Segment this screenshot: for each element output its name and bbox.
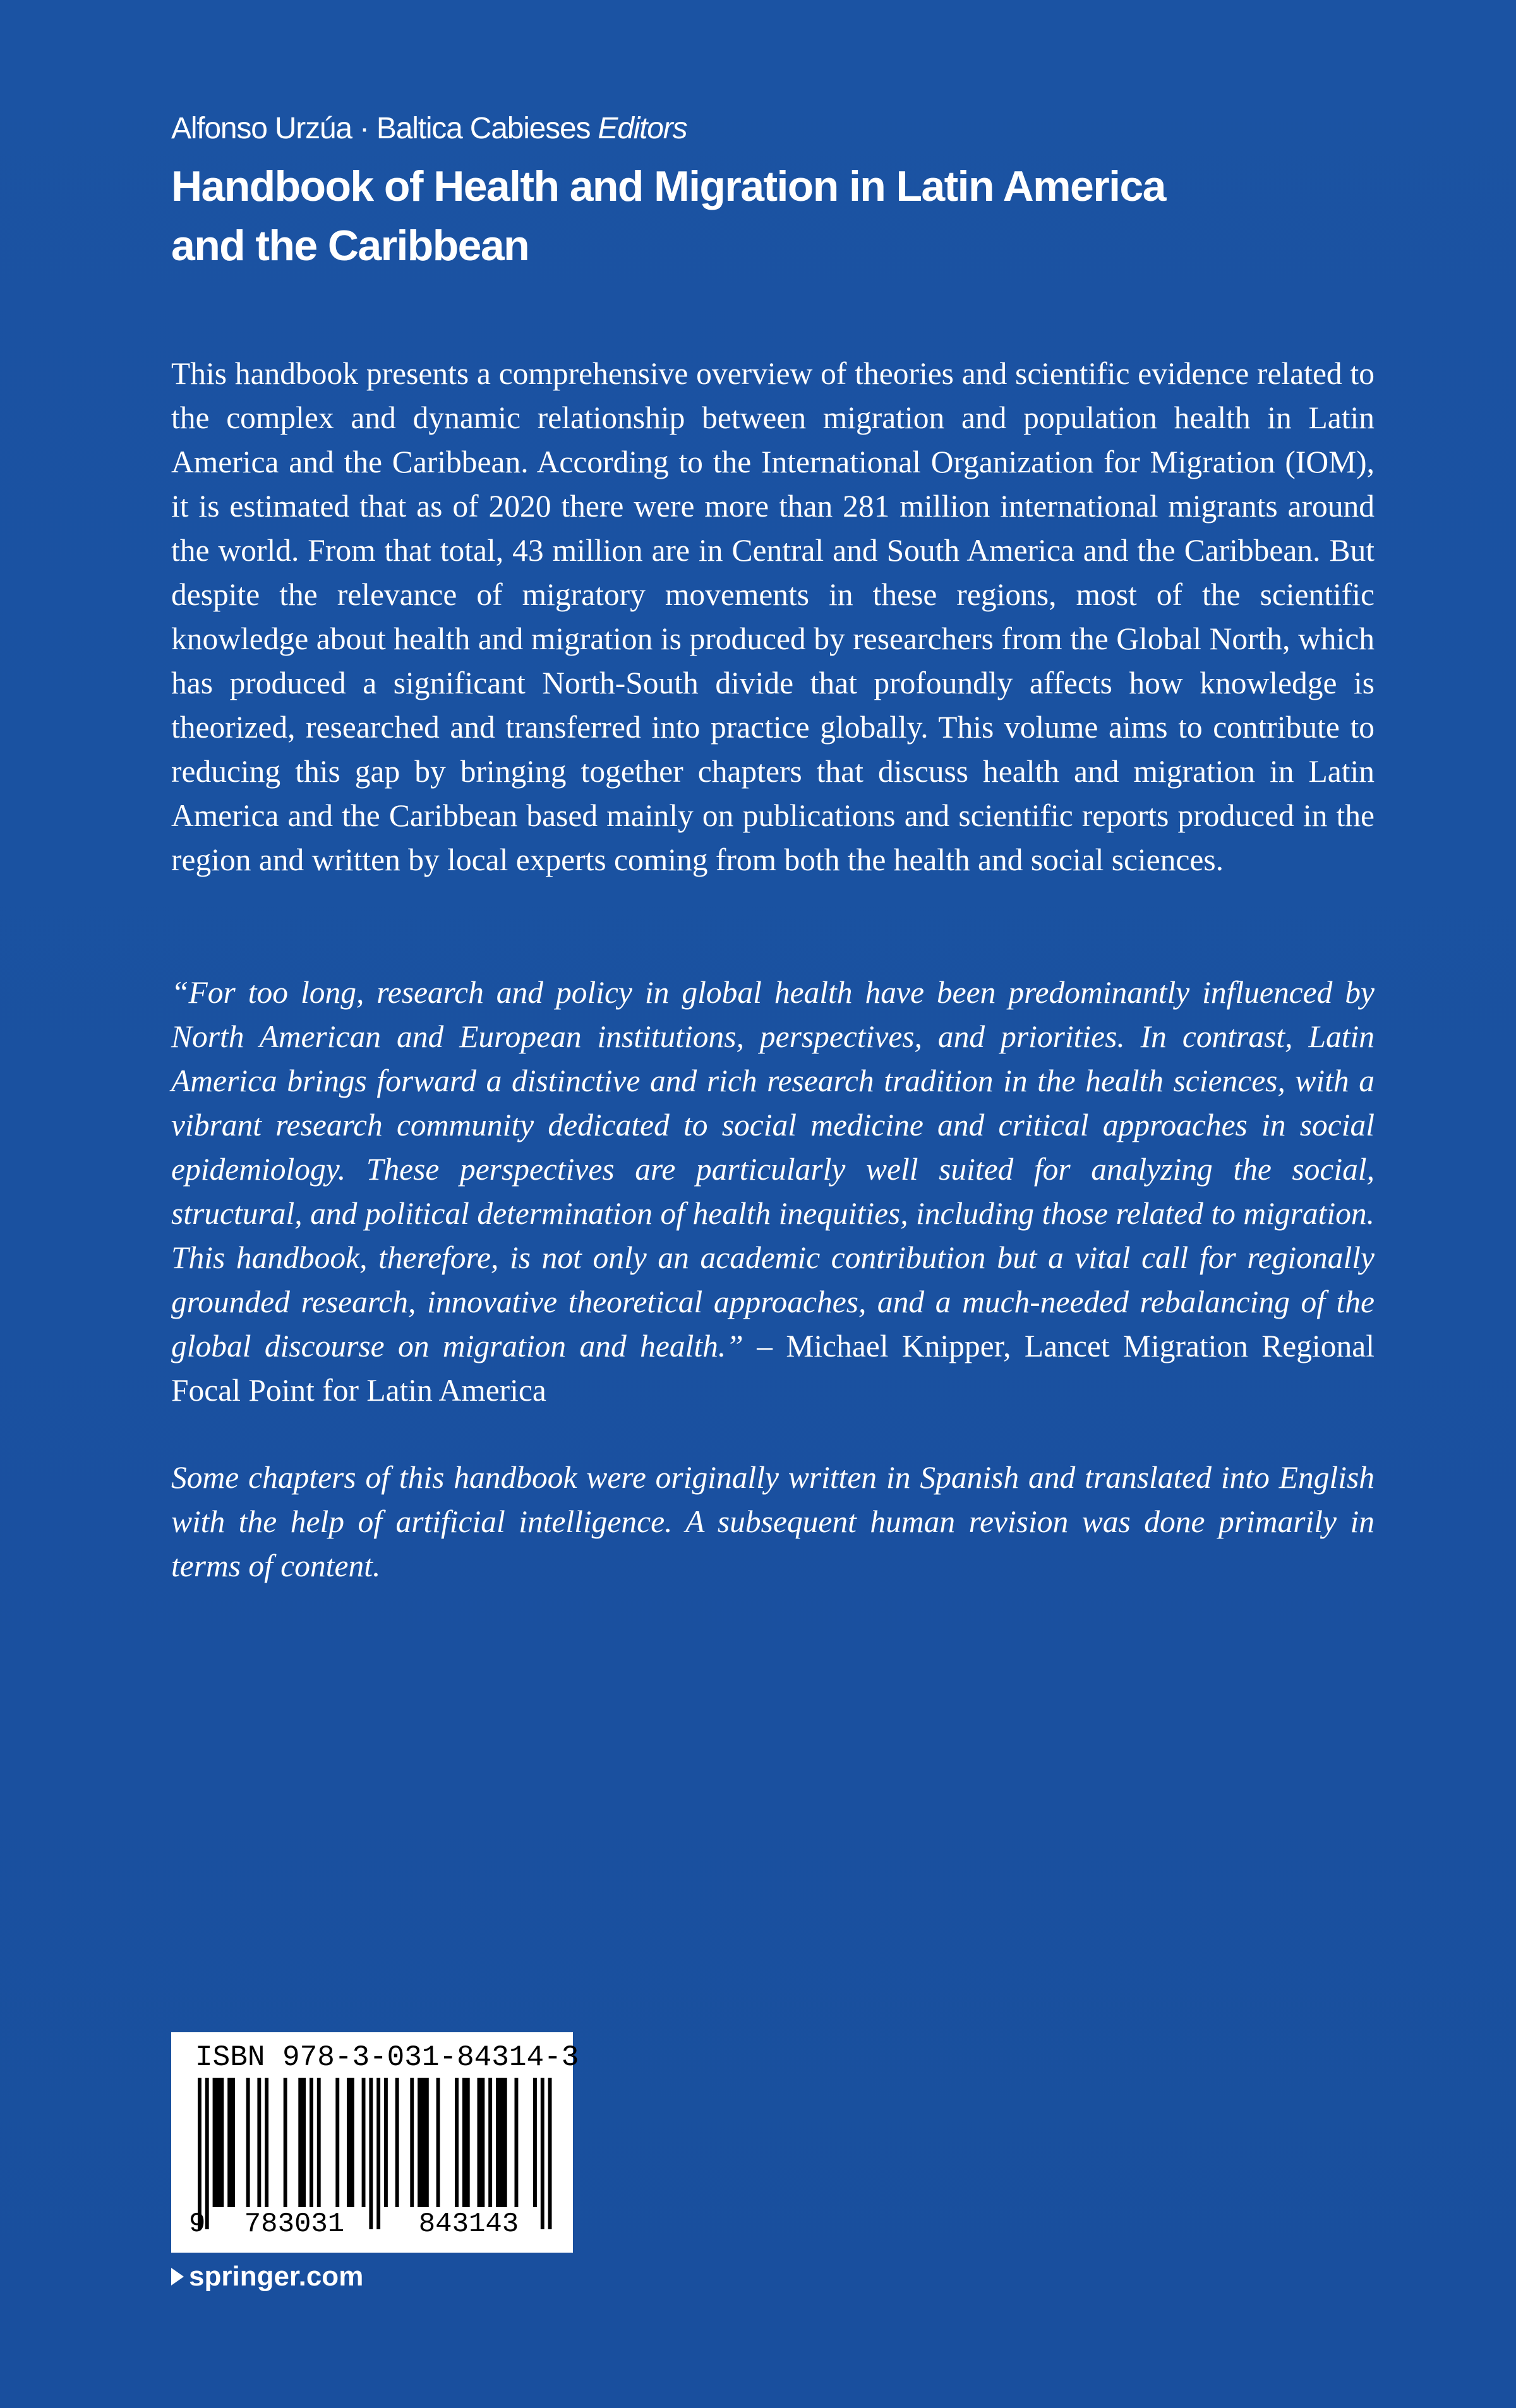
barcode-bar bbox=[496, 2078, 507, 2207]
barcode-bar bbox=[257, 2078, 261, 2207]
editor-role: Editors bbox=[598, 112, 687, 145]
barcode-guard-bar bbox=[548, 2078, 552, 2229]
barcode-guard-bar bbox=[205, 2078, 209, 2229]
book-title: Handbook of Health and Migration in Latin America and the Caribbean bbox=[171, 162, 1165, 270]
description-paragraph: This handbook presents a comprehensive overview of theories and scientific evidence related to the complex and dynamic relationship between migration and population health in Latin America and the Caribbean. According to the International Organization for Migration (IOM), it is estimated that as of 2020 there were more than 281 million international migrants around the world. From that total, 43 million are in Central and South America and the Caribbean. But despite the relevance of migratory movements in these regions, most of the scientific knowledge about health and migration is produced by researchers from the Global North, which has produced a significant North-South divide that profoundly affects how knowledge is theorized, researched and transferred into practice globally. This volume aims to contribute to reducing this gap by bringing together chapters that discuss health and migration in Latin America and the Caribbean based mainly on publications and scientific reports produced in the region and written by local experts coming from both the health and social sciences. bbox=[171, 356, 1375, 877]
barcode-guard-bar bbox=[376, 2078, 380, 2229]
barcode-bar bbox=[515, 2078, 519, 2207]
barcode-bar bbox=[347, 2078, 354, 2207]
ean-right-digits: 843143 bbox=[418, 2208, 519, 2240]
barcode-bar bbox=[362, 2078, 366, 2207]
barcode-bar bbox=[284, 2078, 287, 2207]
publisher-url: springer.com bbox=[189, 2261, 364, 2292]
endorsement-quote bbox=[171, 971, 1375, 1413]
barcode-bar bbox=[462, 2078, 470, 2207]
barcode-bar bbox=[298, 2078, 306, 2207]
barcode-guard-bar bbox=[369, 2078, 373, 2229]
barcode-bar bbox=[227, 2078, 235, 2207]
isbn-label: ISBN 978-3-031-84314-3 bbox=[195, 2041, 579, 2074]
barcode-bar bbox=[310, 2078, 313, 2207]
barcode-bar bbox=[488, 2078, 492, 2207]
barcode-bar bbox=[335, 2078, 339, 2207]
barcode-bar bbox=[395, 2078, 399, 2207]
ean-first-digit: 9 bbox=[189, 2208, 206, 2240]
barcode-bar bbox=[246, 2078, 250, 2207]
barcode-bar bbox=[317, 2078, 321, 2207]
quote-attribution: – Michael Knipper, Lancet Migration Regional Focal Point for Latin America bbox=[171, 1329, 1375, 1408]
arrow-right-icon bbox=[171, 2268, 184, 2285]
barcode-guard-bar bbox=[198, 2078, 202, 2229]
translation-note: Some chapters of this handbook were originally written in Spanish and translated into English with the help of artificial intelligence. A subsequent human revision was done primarily in terms of content. bbox=[171, 1460, 1375, 1583]
barcode-bar bbox=[418, 2078, 429, 2207]
editors-line bbox=[171, 107, 687, 150]
isbn-barcode bbox=[171, 2032, 579, 2253]
barcode-bar bbox=[533, 2078, 537, 2207]
barcode-bar bbox=[410, 2078, 414, 2207]
barcode-guard-bar bbox=[541, 2078, 544, 2229]
publisher-link[interactable] bbox=[171, 2258, 363, 2296]
ean-left-digits: 783031 bbox=[244, 2208, 345, 2240]
editor-names: Alfonso Urzúa · Baltica Cabieses bbox=[171, 112, 591, 145]
barcode-bar bbox=[384, 2078, 388, 2207]
barcode-bar bbox=[213, 2078, 224, 2207]
barcode-bar bbox=[478, 2078, 485, 2207]
barcode-bar bbox=[265, 2078, 268, 2207]
barcode-bar bbox=[436, 2078, 440, 2207]
quote-text: “For too long, research and policy in global health have been predominantly influenced by North American and European institutions, perspectives, and priorities. In contrast, Latin America brings forward a distinctive and rich research tradition in the health sciences, with a vibrant research community dedicated to social medicine and critical approaches in social epidemiology. These perspectives are particularly well suited for analyzing the social, structural, and political determination of health inequities, including those related to migration. This handbook, therefore, is not only an academic contribution but a vital call for regionally grounded research, innovative theoretical approaches, and a much-needed rebalancing of the global discourse on migration and health.” bbox=[171, 975, 1375, 1363]
barcode-bar bbox=[455, 2078, 459, 2207]
